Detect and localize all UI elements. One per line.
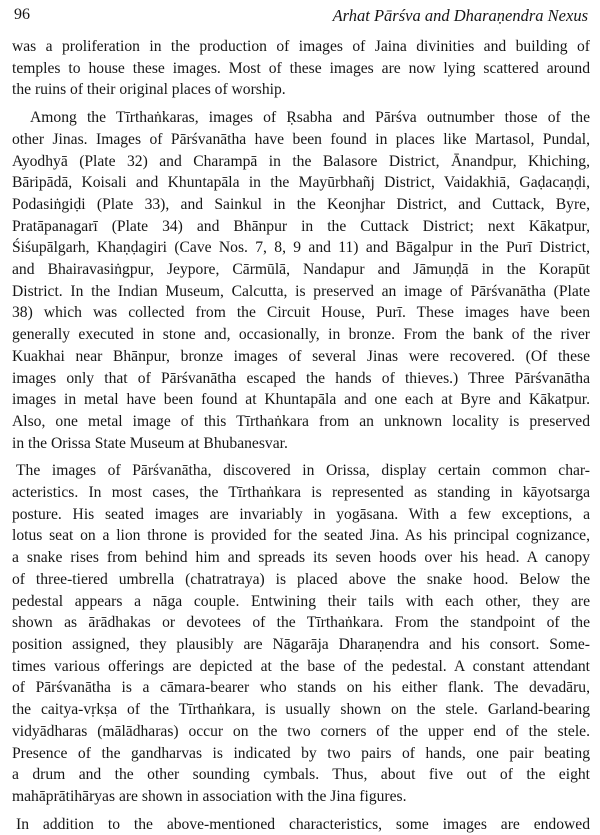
text-line: images only that of Pārśvanātha escaped the hands of thieves.) Three Pārśvanātha bbox=[12, 369, 590, 387]
text-line: vidyādharas (mālādharas) occur on the two corners of the upper end of the stele. bbox=[12, 722, 590, 740]
text-line: mahāprātihāryas are shown in association with the Jina figures. bbox=[12, 787, 407, 805]
text-line: the caitya-vṛkṣa of the Tīrthaṅkara, is usually shown on the stele. Garland-bearing bbox=[12, 701, 590, 719]
page-header bbox=[14, 6, 588, 28]
text-line: Ayodhyā (Plate 32) and Charampā in the Balasore District, Ānandpur, Khiching, bbox=[12, 152, 590, 170]
text-line: of three-tiered umbrella (chatratraya) is placed above the snake hood. Below the bbox=[12, 570, 590, 588]
text-line: District. In the Indian Museum, Calcutta, is preserved an image of Pārśvanātha (Plate bbox=[12, 282, 590, 300]
text-line: Kuakhai near Bhānpur, bronze images of several Jinas were recovered. (Of these bbox=[12, 347, 590, 365]
page-number: 96 bbox=[14, 6, 30, 23]
text-line: Among the Tīrthaṅkaras, images of Ṛsabha and Pārśva outnumber those of the bbox=[30, 109, 590, 127]
text-line: pedestal appears a nāga couple. Entwining their tails with each other, they are bbox=[12, 592, 590, 610]
text-line: images in metal have been found at Khuntapāla and one each at Byre and Kākatpur. bbox=[12, 391, 590, 409]
text-line: Pratāpanagarī (Plate 34) and Bhānpur in the Cuttack District; next Kākatpur, bbox=[12, 217, 590, 235]
text-line: a drum and the other sounding cymbals. Thus, about five out of the eight bbox=[12, 766, 590, 784]
text-line: was a proliferation in the production of images of Jaina divinities and building of bbox=[12, 38, 590, 55]
text-line: a snake rises from behind him and spreads its seven hoods over his head. A canopy bbox=[12, 549, 590, 567]
text-line: times various offerings are depicted at the base of the pedestal. A constant attendant bbox=[12, 657, 590, 675]
text-line: temples to house these images. Most of these images are now lying scattered around bbox=[12, 59, 590, 77]
text-line: generally executed in stone and, occasionally, in bronze. From the bank of the river bbox=[12, 326, 590, 344]
body-text bbox=[12, 36, 590, 835]
text-line: lotus seat on a lion throne is provided for the seated Jina. As his principal cognizance, bbox=[12, 527, 590, 545]
text-line: acteristics. In most cases, the Tīrthaṅkara is represented as standing in kāyotsarga bbox=[12, 484, 590, 502]
text-line: other Jinas. Images of Pārśvanātha have been found in places like Martasol, Pundal, bbox=[12, 130, 590, 148]
text-line: The images of Pārśvanātha, discovered in Orissa, display certain common char- bbox=[16, 462, 590, 480]
text-line: and Bhairavasiṅgpur, Jeypore, Cārmūlā, Nandapur and Jāmuṇḍā in the Korapūt bbox=[12, 261, 590, 279]
text-line: Podasiṅgiḍi (Plate 33), and Sainkul in the Keonjhar District, and Cuttack, Byre, bbox=[12, 195, 590, 213]
running-title: Arhat Pārśva and Dharaṇendra Nexus bbox=[332, 6, 588, 25]
text-line: Śiśupālgarh, Khaṇḍagiri (Cave Nos. 7, 8, 9 and 11) and Bāgalpur in the Purī District, bbox=[12, 239, 590, 257]
text-line: 38) which was collected from the Circuit House, Purī. These images have been bbox=[12, 304, 590, 322]
text-line: the ruins of their original places of worship. bbox=[12, 81, 286, 99]
paragraph-4 bbox=[12, 814, 590, 835]
text-line: in the Orissa State Museum at Bhubanesvar. bbox=[12, 434, 288, 452]
paragraph-2 bbox=[12, 107, 590, 454]
text-line: shown as ārādhakas or devotees of the Tīrthaṅkara. From the standpoint of the bbox=[12, 614, 590, 632]
text-line: position assigned, they plausibly are Nāgarāja Dharaṇendra and his consort. Some- bbox=[12, 635, 590, 653]
text-line: In addition to the above-mentioned characteristics, some images are endowed bbox=[16, 815, 590, 833]
text-line: Presence of the gandharvas is indicated by two pairs of hands, one pair beating bbox=[12, 744, 590, 762]
text-line: Also, one metal image of this Tīrthaṅkara from an unknown locality is preserved bbox=[12, 412, 590, 430]
paragraph-3 bbox=[12, 460, 590, 807]
text-line: of Pārśvanātha is a cāmara-bearer who stands on his either flank. The devadāru, bbox=[12, 679, 590, 697]
paragraph-1 bbox=[12, 36, 590, 101]
text-line: Bāripādā, Koisali and Khuntapāla in the Mayūrbhañj District, Vaidakhiā, Gaḍacaṇḍi, bbox=[12, 174, 590, 192]
text-line: posture. His seated images are invariably in yogāsana. With a few exceptions, a bbox=[12, 505, 590, 523]
